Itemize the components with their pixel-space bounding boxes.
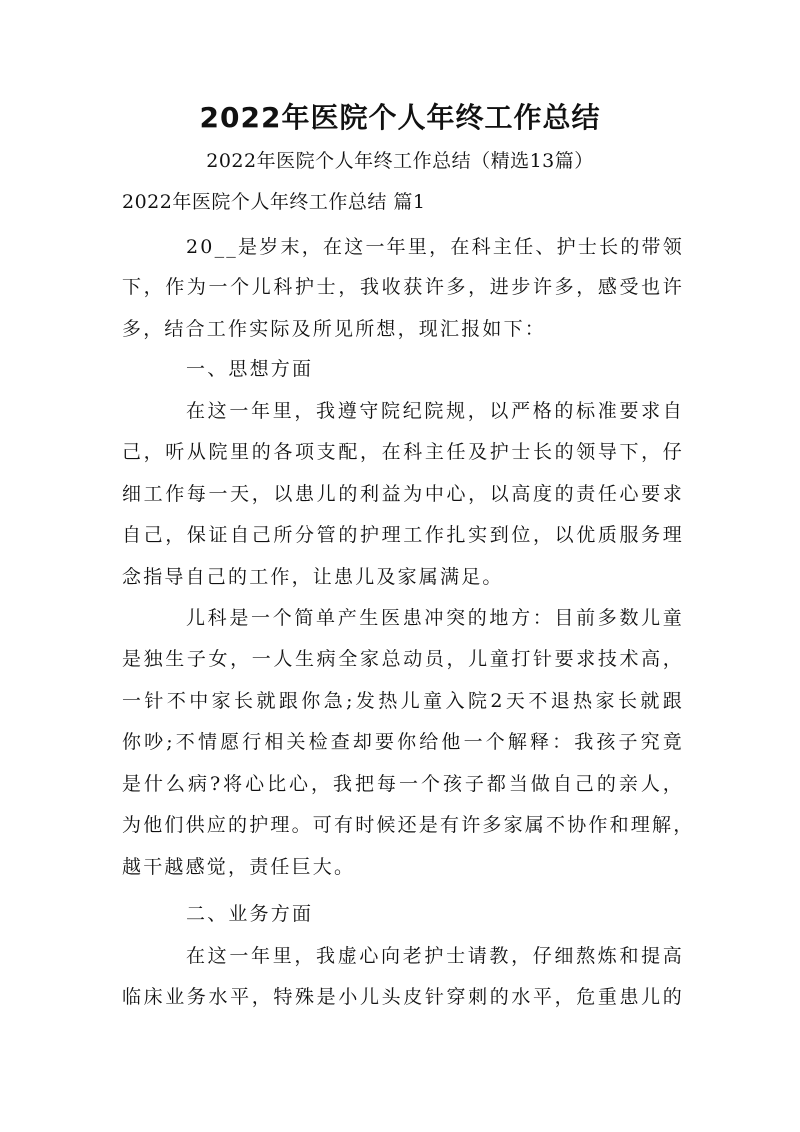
section-heading: 2022年医院个人年终工作总结 篇1 bbox=[122, 191, 426, 213]
paragraph-line: 多，结合工作实际及所见所想，现汇报如下： bbox=[122, 318, 547, 340]
paragraph-line: 临床业务水平，特殊是小儿头皮针穿刺的水平，危重患儿的 bbox=[122, 986, 684, 1008]
subsection-heading: 二、业务方面 bbox=[186, 903, 314, 925]
paragraph-line: 一针不中家长就跟你急;发热儿童入院2天不退热家长就跟 bbox=[122, 690, 684, 712]
paragraph-line: 己，听从院里的各项支配，在科主任及护士长的领导下，仔 bbox=[122, 441, 684, 463]
paragraph-line: 20__是岁末，在这一年里，在科主任、护士长的带领 bbox=[186, 236, 684, 258]
document-subtitle: 2022年医院个人年终工作总结（精选13篇） bbox=[206, 150, 594, 172]
paragraph-line: 在这一年里，我虚心向老护士请教，仔细熬炼和提高 bbox=[186, 945, 684, 967]
paragraph-line: 你吵;不情愿行相关检查却要你给他一个解释：我孩子究竟 bbox=[122, 731, 684, 753]
paragraph-line: 下，作为一个儿科护士，我收获许多，进步许多，感受也许 bbox=[122, 276, 684, 298]
paragraph-line: 念指导自己的工作，让患儿及家属满足。 bbox=[122, 566, 504, 588]
paragraph-line: 越干越感觉，责任巨大。 bbox=[122, 856, 356, 878]
document-title: 2022年医院个人年终工作总结 bbox=[199, 101, 601, 134]
paragraph-line: 是独生子女，一人生病全家总动员，儿童打针要求技术高， bbox=[122, 648, 684, 670]
paragraph-line: 在这一年里，我遵守院纪院规，以严格的标准要求自 bbox=[186, 400, 684, 422]
paragraph-line: 是什么病?将心比心，我把每一个孩子都当做自己的亲人， bbox=[122, 773, 684, 795]
paragraph-line: 自己，保证自己所分管的护理工作扎实到位，以优质服务理 bbox=[122, 524, 684, 546]
paragraph-line: 为他们供应的护理。可有时候还是有许多家属不协作和理解， bbox=[122, 814, 695, 836]
paragraph-line: 儿科是一个简单产生医患冲突的地方：目前多数儿童 bbox=[186, 607, 684, 629]
subsection-heading: 一、思想方面 bbox=[186, 358, 314, 380]
paragraph-line: 细工作每一天，以患儿的利益为中心，以高度的责任心要求 bbox=[122, 483, 684, 505]
